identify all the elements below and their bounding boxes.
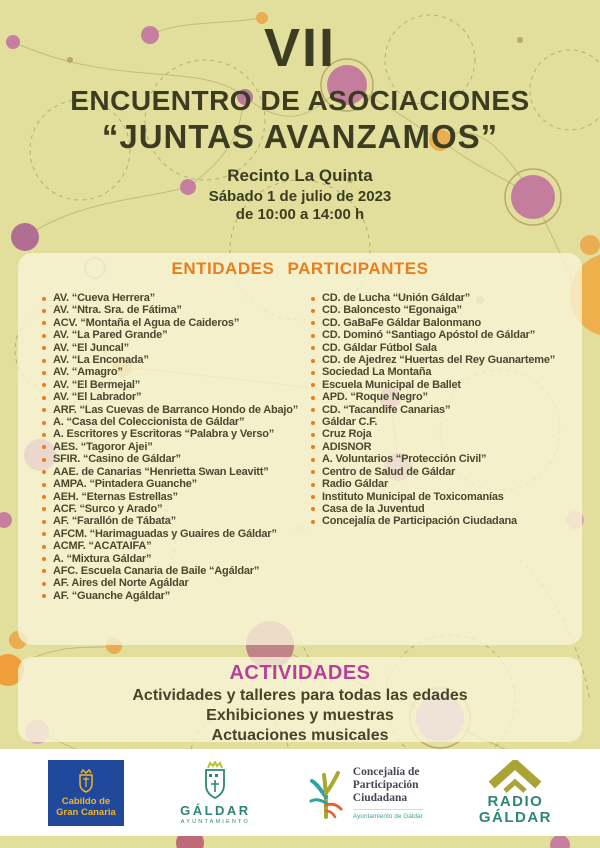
poster-header — [0, 0, 600, 223]
entity-item: Gáldar C.F. — [309, 416, 570, 428]
entity-group — [309, 428, 570, 465]
radio-text-line2: GÁLDAR — [478, 808, 552, 826]
galdar-shield-icon — [198, 761, 232, 801]
concejalia-text-sub: Ayuntamiento de Gáldar — [353, 809, 423, 820]
event-time: de 10:00 a 14:00 h — [235, 205, 365, 223]
entity-group — [40, 404, 301, 478]
entity-item: ARF. “Las Cuevas de Barranco Hondo de Abajo” — [40, 404, 301, 416]
activity-line: Exhibiciones y muestras — [206, 707, 394, 724]
entity-item: AF. Aires del Norte Agáldar — [40, 577, 301, 589]
entity-item: Centro de Salud de Gáldar — [309, 466, 570, 478]
entity-item: AV. “El Bermejal” — [40, 379, 301, 391]
activities-panel — [18, 657, 582, 742]
cabildo-text-line2: Gran Canaria — [56, 806, 116, 818]
entity-item: AV. “La Enconada” — [40, 354, 301, 366]
entity-item: Radio Gáldar — [309, 478, 570, 490]
entities-column-left — [30, 292, 301, 602]
entity-item: Sociedad La Montaña — [309, 366, 570, 378]
entity-item: AV. “Ntra. Sra. de Fátima” — [40, 304, 301, 316]
entity-item: AV. “Amagro” — [40, 366, 301, 378]
concejalia-text-line2: Participación — [352, 778, 419, 791]
entity-item: Instituto Municipal de Toxicomanías — [309, 491, 570, 503]
galdar-ayuntamiento-logo — [180, 761, 251, 825]
entity-item: CD. Baloncesto “Egonaiga” — [309, 304, 570, 316]
entity-item: AMPA. “Pintadera Guanche” — [40, 478, 301, 490]
entity-item: CD. de Lucha “Unión Gáldar” — [309, 292, 570, 304]
entities-heading: ENTIDADES PARTICIPANTES — [171, 259, 429, 278]
concejalia-logo-text — [353, 766, 423, 820]
entity-group — [40, 478, 301, 490]
entity-item: CD. de Ajedrez “Huertas del Rey Guanarteme” — [309, 354, 570, 366]
cabildo-crest-icon — [73, 767, 99, 795]
cabildo-gran-canaria-logo — [48, 760, 124, 826]
entity-item: A. “Mixtura Gáldar” — [40, 553, 301, 565]
entity-item: CD. GaBaFe Gáldar Balonmano — [309, 317, 570, 329]
entity-item: Escuela Municipal de Ballet — [309, 379, 570, 391]
entity-item: CD. “Tacandife Canarias” — [309, 404, 570, 416]
entity-item: SFIR. “Casino de Gáldar” — [40, 453, 301, 465]
entity-item: AFCM. “Harimaguadas y Guaires de Gáldar” — [40, 528, 301, 540]
entity-item: A. Voluntarios “Protección Civil” — [309, 453, 570, 465]
entity-item: Casa de la Juventud — [309, 503, 570, 515]
entity-item: APD. “Roque Negro” — [309, 391, 570, 403]
entity-item: AV. “El Juncal” — [40, 342, 301, 354]
title-line-2: “JUNTAS AVANZAMOS” — [101, 117, 499, 155]
entity-item: ACV. “Montaña el Agua de Caideros” — [40, 317, 301, 329]
entity-item: AV. “La Pared Grande” — [40, 329, 301, 341]
radio-text-line1: RADIO — [487, 792, 544, 810]
plant-icon — [307, 767, 345, 819]
title-line-1: ENCUENTRO DE ASOCIACIONES — [70, 84, 530, 116]
entity-item: AF. “Farallón de Tábata” — [40, 515, 301, 527]
entity-item: ADISNOR — [309, 441, 570, 453]
entity-item: ACF. “Surco y Arado” — [40, 503, 301, 515]
entity-item: Concejalía de Participación Ciudadana — [309, 515, 570, 527]
activity-line: Actividades y talleres para todas las edades — [132, 687, 468, 704]
activity-line: Actuaciones musicales — [211, 727, 389, 744]
entity-item: ACMF. “ACATAIFA” — [40, 540, 301, 552]
entity-item: A. Escritores y Escritoras “Palabra y Verso” — [40, 428, 301, 440]
entities-panel — [18, 253, 582, 645]
entity-item: AV. “Cueva Herrera” — [40, 292, 301, 304]
radio-galdar-logo — [479, 760, 552, 826]
entity-item: A. “Casa del Coleccionista de Gáldar” — [40, 416, 301, 428]
entity-item: CD. Dominó “Santiago Apóstol de Gáldar” — [309, 329, 570, 341]
entities-columns — [30, 292, 570, 602]
entity-item: AFC. Escuela Canaria de Baile “Agáldar” — [40, 565, 301, 577]
entity-item: CD. Gáldar Fútbol Sala — [309, 342, 570, 354]
chevron-icon — [487, 760, 543, 794]
galdar-logo-name: GÁLDAR — [180, 802, 251, 818]
concejalia-text-line1: Concejalía de — [352, 765, 420, 778]
entity-group — [309, 466, 570, 528]
entity-item: AV. “El Labrador” — [40, 391, 301, 403]
galdar-logo-sub: AYUNTAMIENTO — [180, 818, 250, 825]
venue: Recinto La Quinta — [227, 165, 373, 185]
concejalia-participacion-logo — [307, 766, 423, 820]
cabildo-logo-text — [56, 797, 116, 818]
entity-item: AES. “Tagoror Ajei” — [40, 441, 301, 453]
activities-heading: ACTIVIDADES — [229, 662, 371, 684]
edition-number: VII — [263, 18, 337, 78]
entity-item: AF. “Guanche Agáldar” — [40, 590, 301, 602]
entity-item: Cruz Roja — [309, 428, 570, 440]
sponsor-logo-strip — [0, 749, 600, 836]
entity-group — [309, 292, 570, 428]
cabildo-text-line1: Cabildo de — [61, 796, 111, 807]
entity-item: AAE. de Canarias “Henrietta Swan Leavitt” — [40, 466, 301, 478]
entities-column-right — [301, 292, 570, 602]
concejalia-text-line3: Ciudadana — [352, 791, 408, 804]
event-date: Sábado 1 de julio de 2023 — [208, 187, 392, 205]
entity-group — [40, 292, 301, 404]
entity-item: AEH. “Eternas Estrellas” — [40, 491, 301, 503]
entity-group — [40, 491, 301, 603]
